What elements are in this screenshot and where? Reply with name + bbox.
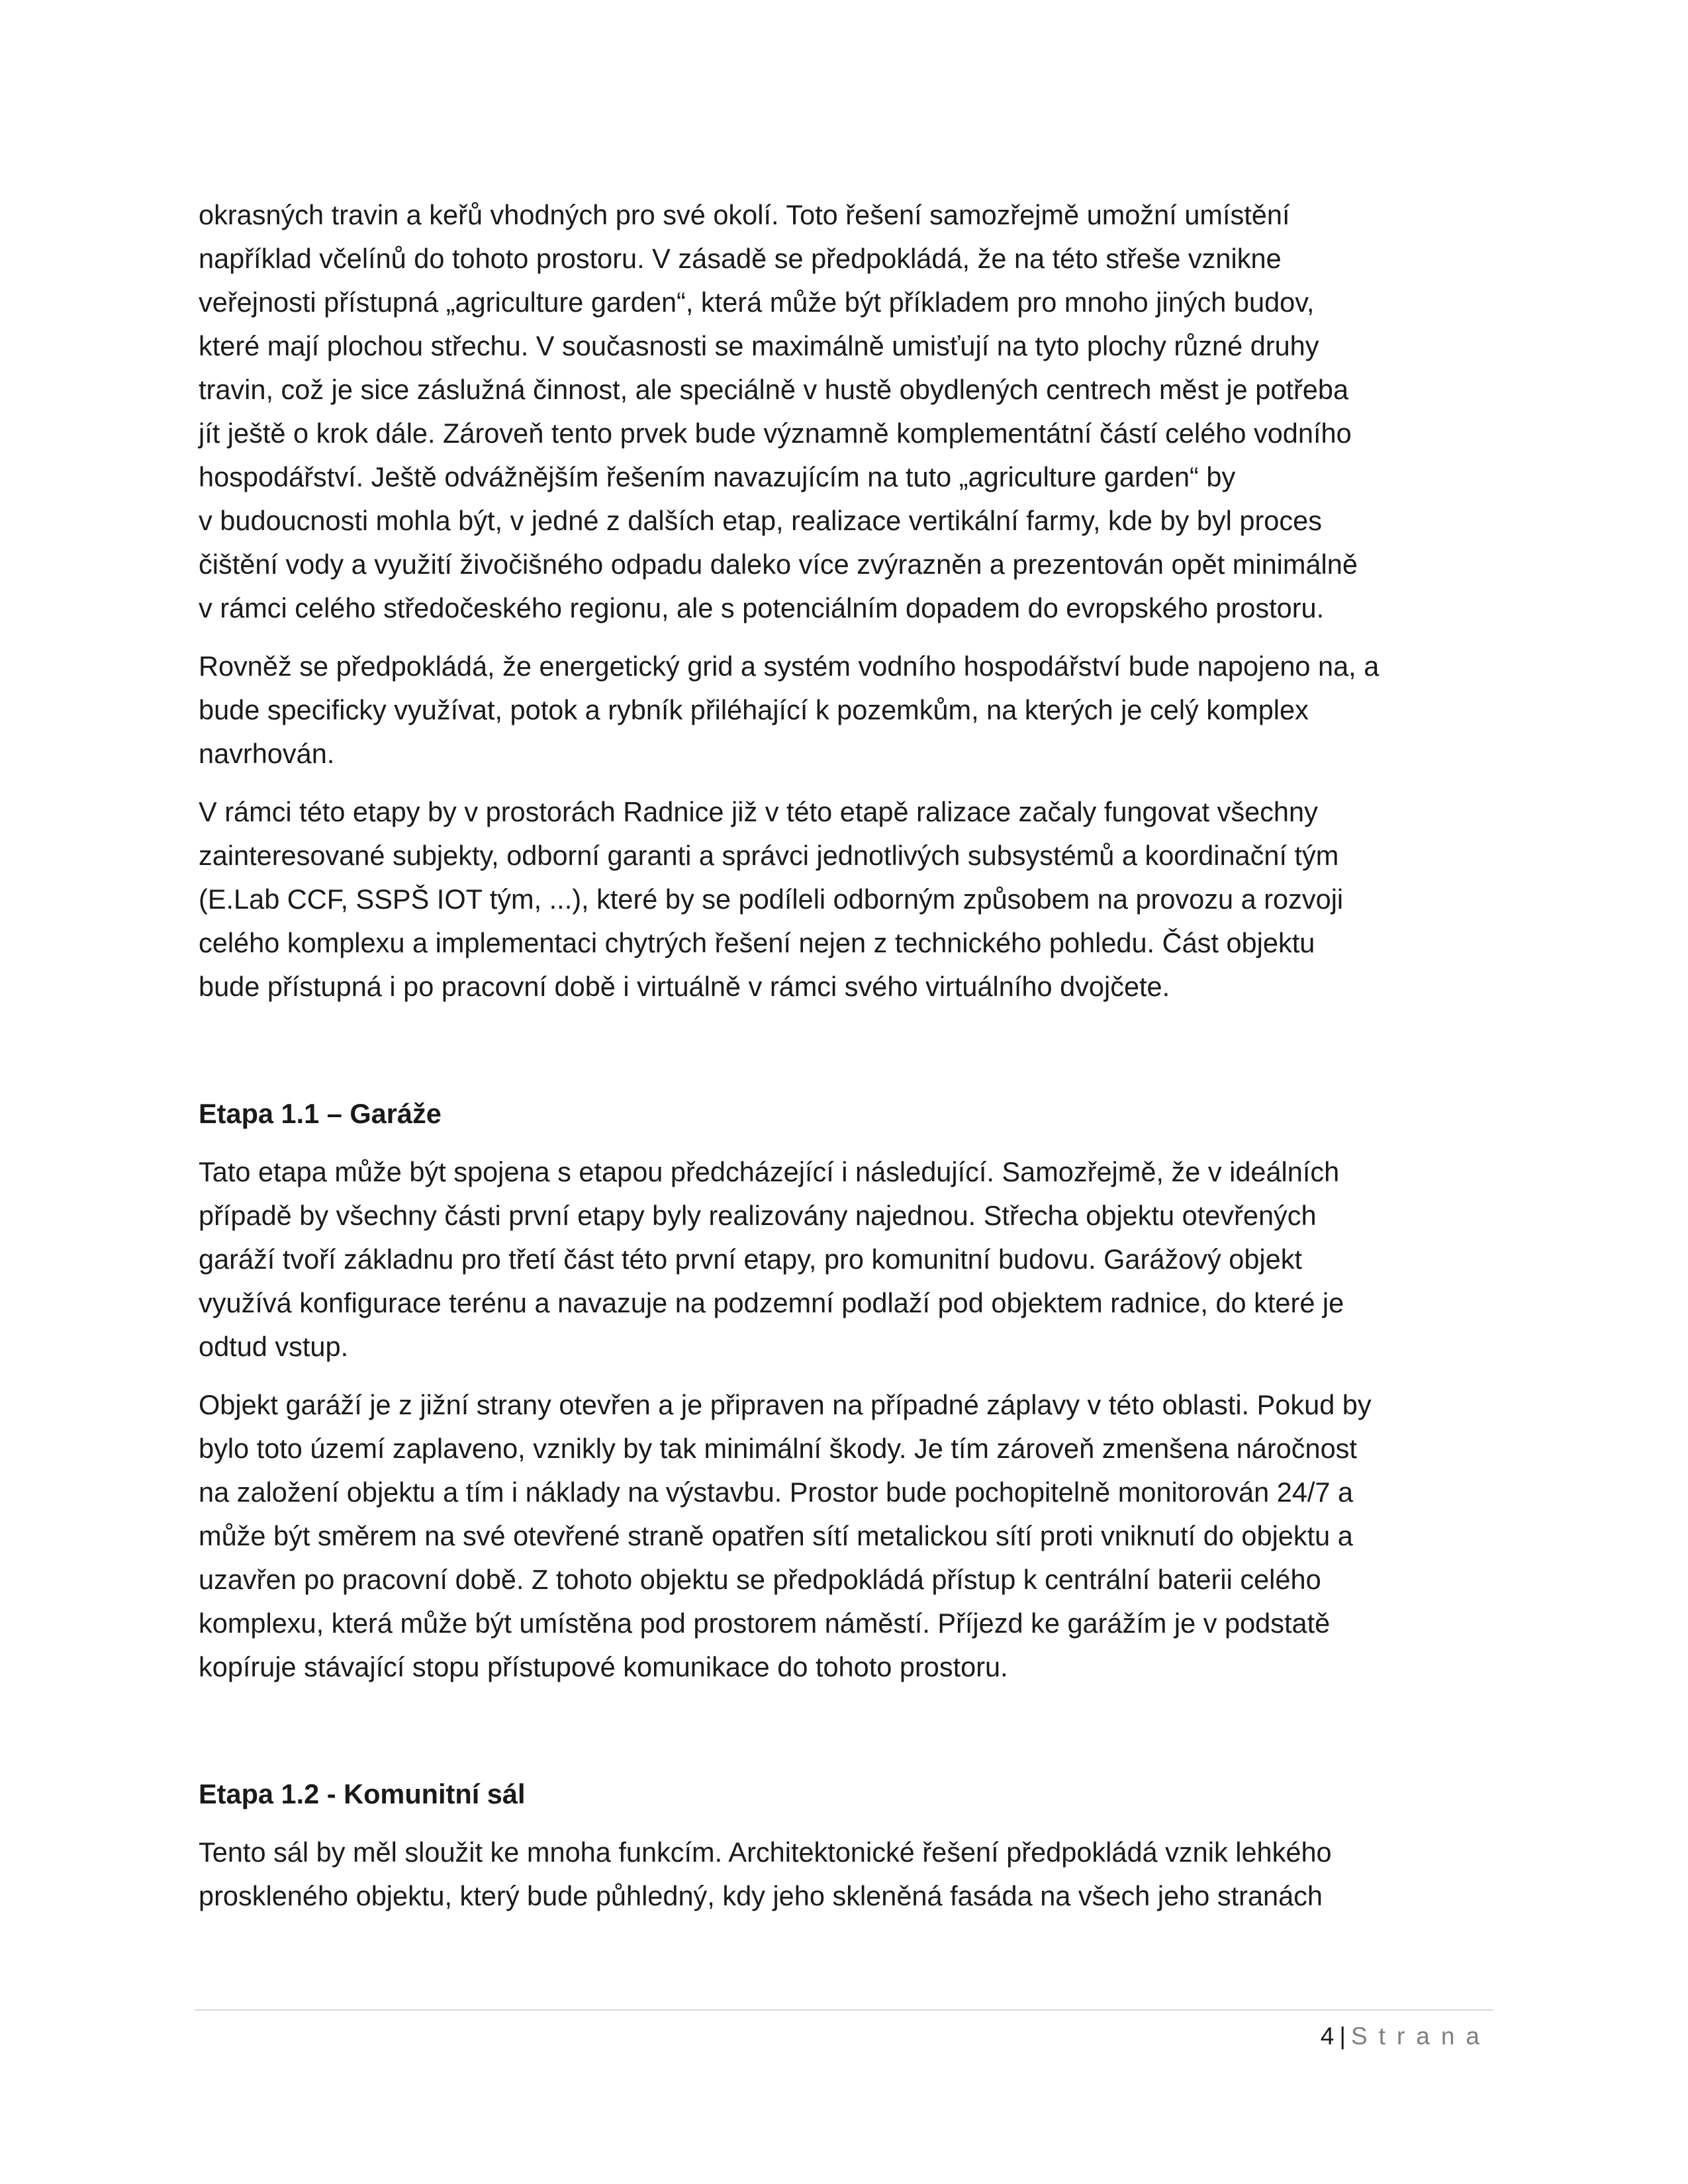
text-line: Tento sál by měl sloužit ke mnoha funkcím. Architektonické řešení předpokládá vznik lehkého bbox=[199, 1837, 1332, 1868]
page-number: 4 bbox=[1320, 2023, 1335, 2050]
text-line: (E.Lab CCF, SSPŠ IOT tým, ...), které by se podíleli odborným způsobem na provozu a rozvoji bbox=[199, 884, 1344, 915]
body-paragraph bbox=[199, 790, 1496, 1009]
text-line: travin, což je sice záslužná činnost, ale speciálně v hustě obydlených centrech měst je potřeba bbox=[199, 374, 1349, 405]
text-line: hospodářství. Ještě odvážnějším řešením navazujícím na tuto „agriculture garden“ by bbox=[199, 461, 1236, 492]
text-line: bude specificky využívat, potok a rybník přiléhající k pozemkům, na kterých je celý komplex bbox=[199, 694, 1309, 725]
text-line: případě by všechny části první etapy byly realizovány najednou. Střecha objektu otevřených bbox=[199, 1200, 1317, 1231]
section-heading-garaze: Etapa 1.1 – Garáže bbox=[199, 1098, 442, 1129]
text-line: navrhován. bbox=[199, 738, 335, 769]
text-line: proskleného objektu, který bude půhledný, kdy jeho skleněná fasáda na všech jeho stranách bbox=[199, 1880, 1323, 1911]
text-line: komplexu, která může být umístěna pod prostorem náměstí. Příjezd ke garážím je v podstatě bbox=[199, 1608, 1331, 1639]
body-paragraph bbox=[199, 1150, 1496, 1369]
text-line: V rámci této etapy by v prostorách Radnice již v této etapě ralizace začaly fungovat všechny bbox=[199, 796, 1318, 827]
text-line: veřejnosti přístupná „agriculture garden“, která může být příkladem pro mnoho jiných budov, bbox=[199, 287, 1315, 318]
body-paragraph bbox=[199, 193, 1496, 630]
document-page bbox=[199, 193, 1496, 1933]
text-line: které mají plochou střechu. V současnosti se maximálně umisťují na tyto plochy různé druhy bbox=[199, 330, 1319, 361]
text-line: využívá konfigurace terénu a navazuje na podzemní podlaží pod objektem radnice, do které je bbox=[199, 1287, 1344, 1318]
text-line: jít ještě o krok dále. Zároveň tento prvek bude významně komplementátní částí celého vodního bbox=[199, 418, 1352, 449]
text-line: Tato etapa může být spojena s etapou předcházející i následující. Samozřejmě, že v ideálních bbox=[199, 1156, 1340, 1187]
text-line: například včelínů do tohoto prostoru. V zásadě se předpokládá, že na této střeše vznikne bbox=[199, 243, 1282, 274]
text-line: může být směrem na své otevřené straně opatřen sítí metalickou sítí proti vniknutí do objektu a bbox=[199, 1520, 1353, 1551]
text-line: Objekt garáží je z jižní strany otevřen a je připraven na případné záplavy v této oblasti. Pokud by bbox=[199, 1389, 1372, 1420]
page-footer bbox=[1321, 2020, 1491, 2053]
text-line: kopíruje stávající stopu přístupové komunikace do tohoto prostoru. bbox=[199, 1651, 1008, 1682]
text-line: odtud vstup. bbox=[199, 1331, 349, 1362]
text-line: v rámci celého středočeského regionu, ale s potenciálním dopadem do evropského prostoru. bbox=[199, 592, 1325, 623]
text-line: bude přístupná i po pracovní době i virtuálně v rámci svého virtuálního dvojčete. bbox=[199, 971, 1170, 1002]
footer-separator: | bbox=[1339, 2023, 1346, 2050]
text-line: zainteresované subjekty, odborní garanti a správci jednotlivých subsystémů a koordinační tým bbox=[199, 840, 1339, 871]
footer-divider bbox=[194, 2009, 1494, 2011]
body-paragraph bbox=[199, 645, 1496, 776]
text-line: Rovněž se předpokládá, že energetický grid a systém vodního hospodářství bude napojeno na, a bbox=[199, 651, 1380, 682]
text-line: uzavřen po pracovní době. Z tohoto objektu se předpokládá přístup k centrální baterii celého bbox=[199, 1564, 1321, 1595]
text-line: bylo toto území zaplaveno, vznikly by tak minimální škody. Je tím zároveň zmenšena náročnost bbox=[199, 1433, 1357, 1464]
text-line: celého komplexu a implementaci chytrých řešení nejen z technického pohledu. Část objektu bbox=[199, 927, 1315, 958]
text-line: garáží tvoří základnu pro třetí část této první etapy, pro komunitní budovu. Garážový objekt bbox=[199, 1244, 1303, 1275]
text-line: čištění vody a využití živočišného odpadu daleko více zvýrazněn a prezentován opět minimálně bbox=[199, 549, 1358, 580]
text-line: na založení objektu a tím i náklady na výstavbu. Prostor bude pochopitelně monitorován 24/7 a bbox=[199, 1477, 1354, 1508]
body-paragraph bbox=[199, 1831, 1496, 1918]
body-paragraph bbox=[199, 1383, 1496, 1689]
section-heading-komunitni-sal: Etapa 1.2 - Komunitní sál bbox=[199, 1778, 526, 1809]
text-line: okrasných travin a keřů vhodných pro své okolí. Toto řešení samozřejmě umožní umístění bbox=[199, 199, 1290, 230]
page-label: Strana bbox=[1350, 2023, 1491, 2050]
text-line: v budoucnosti mohla být, v jedné z dalších etap, realizace vertikální farmy, kde by byl proces bbox=[199, 505, 1322, 536]
